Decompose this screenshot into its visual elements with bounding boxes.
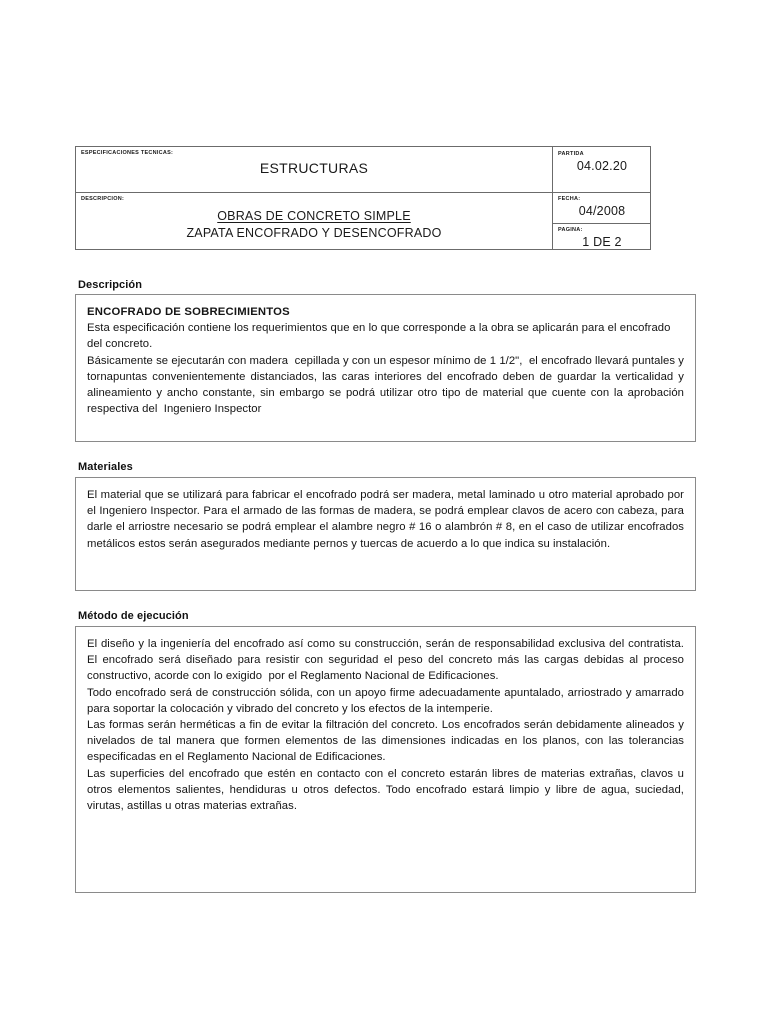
content-box-metodo-ejecucion-inner bbox=[76, 627, 695, 822]
metodo-paragraph-2: Todo encofrado será de construcción sólida, con un apoyo firme adecuadamente apuntalado, arriostrado y amarrado para soportar la colocación y vibrado del concreto y los efectos de la intemperie. bbox=[87, 686, 688, 715]
content-box-materiales bbox=[75, 477, 696, 591]
descripcion-paragraph-1: Esta especificación contiene los requerimientos que en lo que corresponde a la obra se aplicarán para el encofrado del concreto. bbox=[87, 322, 674, 351]
section-heading-metodo-ejecucion: Método de ejecución bbox=[78, 610, 189, 622]
document-header-table bbox=[75, 146, 651, 250]
descripcion-paragraph-2: Básicamente se ejecutarán con madera cepillada y con un espesor mínimo de 1 1/2", el encofrado llevará puntales y tornapuntas convenientemente distanciados, las caras interiores del encofrado deben de guardar la verticalidad y alineamiento y ancho constante, sin embargo se podrá utilizar otro tipo de material que cuente con la aprobación respectiva del Ingeniero Inspector bbox=[87, 354, 688, 416]
especificaciones-title: ESTRUCTURAS bbox=[259, 160, 369, 176]
header-cell-descripcion bbox=[76, 193, 553, 249]
metodo-paragraph-3: Las formas serán herméticas a fin de evitar la filtración del concreto. Los encofrados serán debidamente alineados y nivelados de tal manera que formen elementos de las dimensiones indicadas en los planos, con las tolerancias especificadas en el Reglamento Nacional de Edificaciones. bbox=[87, 719, 688, 764]
fecha-label: FECHA: bbox=[558, 196, 581, 202]
partida-label: PARTIDA bbox=[558, 151, 584, 157]
especificaciones-label: ESPECIFICACIONES TECNICAS: bbox=[81, 150, 174, 156]
pagina-label: PAGINA: bbox=[558, 227, 583, 233]
content-box-metodo-ejecucion bbox=[75, 626, 696, 893]
header-cell-fecha bbox=[553, 193, 650, 224]
header-cell-fecha-pagina bbox=[553, 193, 650, 249]
header-cell-pagina bbox=[553, 224, 650, 249]
pagina-value: 1 DE 2 bbox=[582, 235, 622, 249]
materiales-paragraph-1: El material que se utilizará para fabricar el encofrado podrá ser madera, metal laminado u otro material aprobado por el Ingeniero Inspector. Para el armado de las formas de madera, se podrá emplear clavos de acero con cabeza, para darle el arriostre necesario se podrá emplear el alambre negro # 16 o alambrón # 8, en el caso de utilizar encofrados metálicos estos serán asegurados mediante pernos y tuercas de acuerdo a lo que indica su instalación. bbox=[87, 489, 688, 550]
metodo-paragraph-4: Las superficies del encofrado que estén en contacto con el concreto estarán libres de materias extrañas, clavos u otros elementos salientes, hendiduras u otros defectos. Todo encofrado estará limpio y libre de agua, suciedad, virutas, astillas u otras materias extrañas. bbox=[87, 767, 688, 813]
content-box-descripcion-inner bbox=[76, 295, 695, 425]
section-heading-materiales: Materiales bbox=[78, 461, 133, 473]
header-cell-partida bbox=[553, 147, 650, 192]
metodo-paragraph-1: El diseño y la ingeniería del encofrado así como su construcción, serán de responsabilidad exclusiva del contratista. El encofrado será diseñado para resistir con seguridad el peso del concreto más las cargas debidas al proceso constructivo, acorde con lo exigido por el Reglamento Nacional de Edificaciones. bbox=[87, 638, 688, 683]
header-row-especificaciones bbox=[76, 147, 650, 193]
descripcion-title-line-2: ZAPATA ENCOFRADO Y DESENCOFRADO bbox=[186, 226, 442, 240]
partida-value: 04.02.20 bbox=[576, 159, 628, 173]
fecha-value: 04/2008 bbox=[578, 204, 626, 218]
header-cell-especificaciones bbox=[76, 147, 553, 192]
content-box-descripcion bbox=[75, 294, 696, 442]
content-box-materiales-inner bbox=[76, 478, 695, 560]
section-heading-descripcion: Descripción bbox=[78, 279, 143, 291]
descripcion-subtitle: ENCOFRADO DE SOBRECIMIENTOS bbox=[87, 306, 290, 318]
descripcion-label: DESCRIPCION: bbox=[81, 196, 125, 202]
descripcion-title-line-1: OBRAS DE CONCRETO SIMPLE bbox=[217, 209, 411, 223]
descripcion-title-group bbox=[76, 208, 552, 242]
header-row-descripcion bbox=[76, 193, 650, 249]
